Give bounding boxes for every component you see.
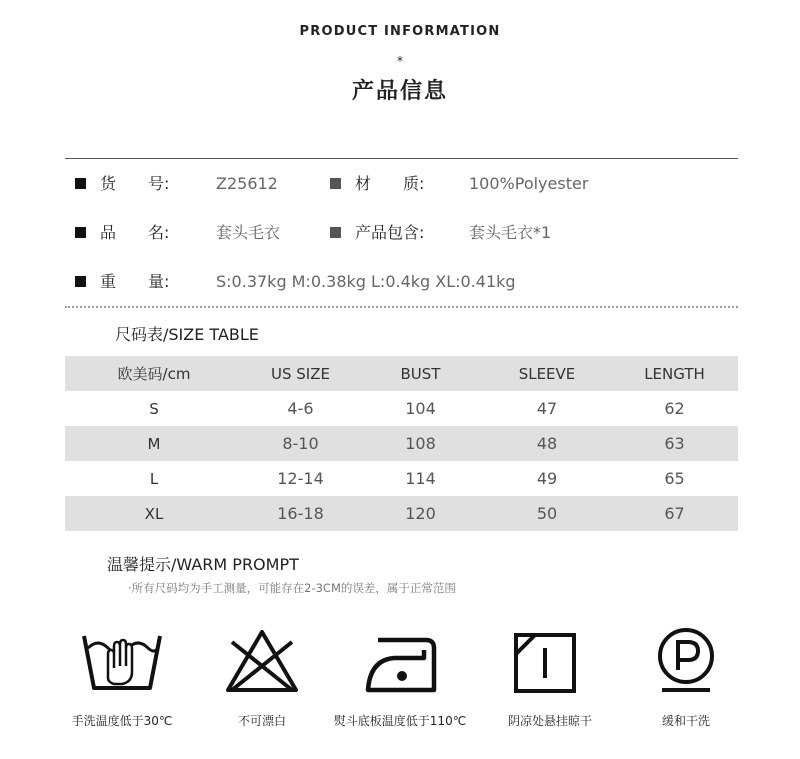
bullet-square-icon <box>330 178 341 189</box>
section-eyebrow: PRODUCT INFORMATION <box>299 24 501 39</box>
table-cell: XL <box>65 496 243 531</box>
bullet-square-icon <box>75 227 86 238</box>
divider-solid <box>65 158 738 159</box>
package-label: 产品包含: <box>355 223 425 242</box>
table-cell: 49 <box>536 469 558 488</box>
bullet-square-icon <box>75 276 86 287</box>
table-cell: M <box>65 426 243 461</box>
column-header: LENGTH <box>611 356 738 391</box>
table-cell: 108 <box>358 426 483 461</box>
weight-label: 重 量: <box>100 272 170 291</box>
line-dry-shade-icon <box>513 632 577 694</box>
column-header: 欧美码/cm <box>65 356 243 391</box>
table-cell: 8-10 <box>243 426 358 461</box>
care-label: 缓和干洗 <box>661 714 710 728</box>
table-cell: L <box>149 469 159 488</box>
column-header: SLEEVE <box>483 356 611 391</box>
page-title: 产品信息 <box>351 79 448 104</box>
package-value: 套头毛衣*1 <box>469 223 552 242</box>
warm-prompt-title: 温馨提示/WARM PROMPT <box>107 555 299 574</box>
table-cell: 48 <box>483 426 611 461</box>
table-cell: 63 <box>611 426 738 461</box>
table-row <box>65 391 738 426</box>
table-cell: 47 <box>536 399 558 418</box>
iron-low-icon <box>364 632 442 694</box>
table-cell: 50 <box>483 496 611 531</box>
table-cell: 120 <box>358 496 483 531</box>
info-row-item-material <box>0 172 800 196</box>
item-number-label: 货 号: <box>100 174 170 193</box>
dry-clean-p-icon <box>654 626 718 694</box>
weight-value: S:0.37kg M:0.38kg L:0.4kg XL:0.41kg <box>216 272 516 291</box>
care-label: 阴凉处悬挂晾干 <box>507 714 592 728</box>
table-cell: 62 <box>664 399 685 418</box>
bullet-square-icon <box>75 178 86 189</box>
table-row <box>65 496 738 531</box>
table-cell: 104 <box>405 399 436 418</box>
table-row <box>65 426 738 461</box>
column-header: US SIZE <box>243 356 358 391</box>
product-name-label: 品 名: <box>100 223 170 242</box>
item-number-value: Z25612 <box>216 174 278 193</box>
size-table <box>65 356 738 531</box>
bullet-square-icon <box>330 227 341 238</box>
product-name-value: 套头毛衣 <box>216 223 281 242</box>
care-label: 手洗温度低于30℃ <box>71 714 173 728</box>
care-label: 熨斗底板温度低于110℃ <box>333 714 467 728</box>
hand-wash-icon <box>80 628 164 694</box>
table-cell: 12-14 <box>277 469 324 488</box>
table-header-row <box>65 356 738 391</box>
table-cell: 65 <box>664 469 685 488</box>
care-label: 不可漂白 <box>237 714 286 728</box>
material-label: 材 质: <box>355 174 425 193</box>
info-row-name-package <box>0 221 800 245</box>
table-cell: 16-18 <box>243 496 358 531</box>
table-cell: 67 <box>611 496 738 531</box>
table-cell: 4-6 <box>287 399 314 418</box>
info-row-weight <box>0 270 800 294</box>
table-row <box>65 461 738 496</box>
divider-dotted <box>65 306 738 308</box>
column-header: BUST <box>358 356 483 391</box>
no-bleach-icon <box>224 628 300 694</box>
table-cell: S <box>149 399 159 418</box>
size-table-title: 尺码表/SIZE TABLE <box>115 325 259 344</box>
material-value: 100%Polyester <box>469 174 589 193</box>
decorative-star: * <box>397 54 403 68</box>
table-cell: 114 <box>405 469 436 488</box>
measurement-note: ·所有尺码均为手工测量，可能存在2-3CM的误差，属于正常范围 <box>128 581 456 595</box>
